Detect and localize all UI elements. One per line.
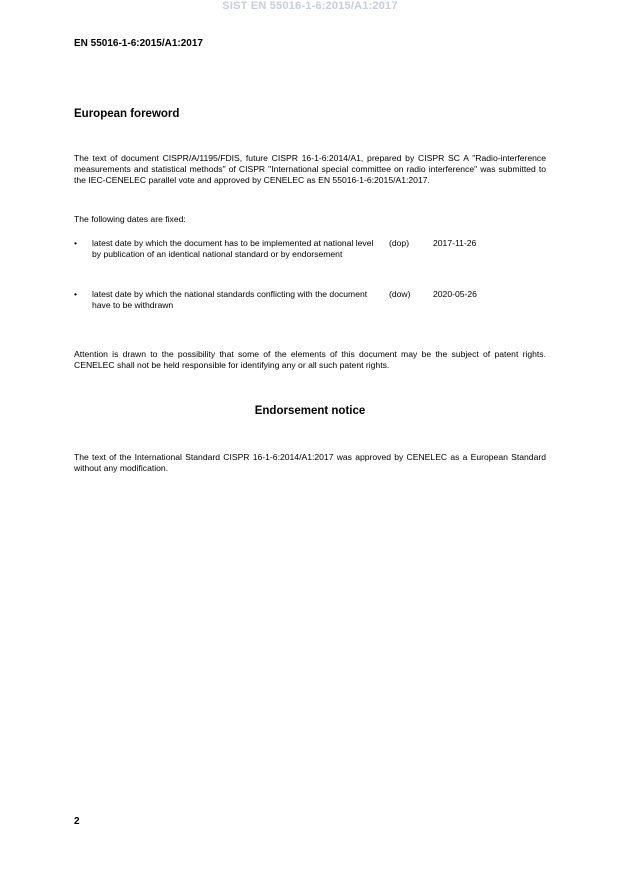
patent-attention-paragraph: Attention is drawn to the possibility that some of the elements of this document may be the subject of patent rights. CENELEC shall not be held responsible for identifying any or all such patent rights. (74, 349, 546, 370)
bullet-icon: • (74, 289, 78, 299)
foreword-intro-paragraph: The text of document CISPR/A/1195/FDIS, future CISPR 16-1-6:2014/A1, prepared by CISPR SC A "Radio-interference measurements and statistical methods" of CISPR "International special committee on radio interference" was submitted to the IEC-CENELEC parallel vote and approved by CENELEC as EN 55016-1-6:2015/A1:2017. (74, 153, 546, 185)
european-foreword-title: European foreword (74, 108, 180, 120)
date-list-item-dop (74, 238, 546, 272)
date-list-item-dow (74, 289, 546, 313)
date-code: (dop) (389, 238, 410, 248)
date-value: 2020-05-26 (433, 289, 477, 299)
dates-intro-paragraph: The following dates are fixed: (74, 214, 186, 224)
watermark: SIST EN 55016-1-6:2015/A1:2017 (222, 0, 398, 12)
document-header: EN 55016-1-6:2015/A1:2017 (74, 38, 203, 49)
date-description: latest date by which the national standards conflicting with the document have to be withdrawn (92, 289, 368, 310)
date-value: 2017-11-26 (433, 238, 477, 248)
bullet-icon: • (74, 238, 78, 248)
date-description: latest date by which the document has to be implemented at national level by publication of an identical national standard or by endorsement (92, 238, 374, 259)
endorsement-paragraph: The text of the International Standard CISPR 16-1-6:2014/A1:2017 was approved by CENELEC as a European Standard without any modification. (74, 452, 546, 473)
page-number: 2 (74, 816, 80, 827)
date-code: (dow) (389, 289, 411, 299)
endorsement-notice-title: Endorsement notice (254, 405, 366, 417)
